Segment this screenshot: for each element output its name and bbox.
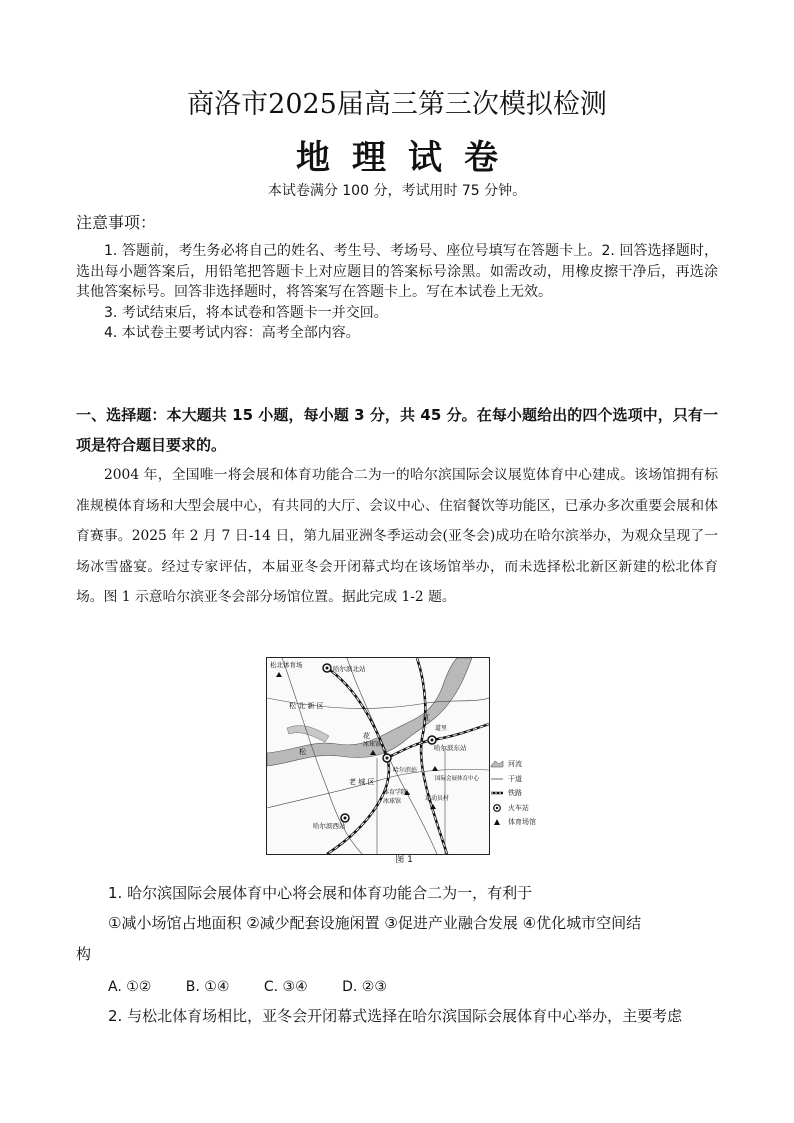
notice-item: 3. 考试结束后，将本试卷和答题卡一并交回。 — [104, 304, 388, 321]
map-label: 体育学院 — [383, 789, 408, 796]
question-1-statements-wrap: 构 — [76, 945, 92, 963]
map-label: 花 — [363, 732, 370, 740]
exam-subtitle: 本试卷满分 100 分，考试用时 75 分钟。 — [267, 183, 527, 199]
choice-d: D. ②③ — [342, 979, 387, 995]
question-1-statements: ①减小场馆占地面积 ②减少配套设施闲置 ③促进产业融合发展 ④优化城市空间结 — [108, 914, 642, 932]
venue-icon — [432, 766, 438, 771]
river-branch — [287, 726, 329, 742]
map-label: 冰球馆 — [383, 798, 402, 805]
notice-item: 4. 本试卷主要考试内容：高考全部内容。 — [104, 325, 360, 341]
legend-item: 铁路 — [490, 786, 536, 801]
map-label: 运动员村 — [425, 795, 450, 802]
station-icon — [326, 667, 329, 670]
choice-c: C. ③④ — [263, 979, 308, 995]
exam-title: 商洛市2025届高三第三次模拟检测 — [187, 89, 607, 120]
legend-item: 火车站 — [490, 801, 536, 816]
map-label: 国际会展体育中心 — [435, 776, 480, 782]
notices-list — [76, 241, 718, 344]
map-label: 哈尔滨西站 — [313, 822, 346, 830]
figure-caption: 图 1 — [395, 855, 413, 865]
legend-item: 河流 — [490, 757, 536, 772]
legend-item: 体育场馆 — [490, 815, 536, 830]
venue-icon — [490, 818, 504, 826]
notices-heading: 注意事项： — [76, 213, 157, 232]
passage-text: 2004 年，全国唯一将会展和体育功能合二为一的哈尔滨国际会议展览体育中心建成。该场馆拥有标准规模体育场和大型会展中心，有共同的大厅、会议中心、住宿餐饮等功能区，已承办多次重要会展和体育赛事。2025 年 2 月 7 日-14 日，第九届亚洲冬季运动会(亚冬会)成功在哈尔滨举办，为观众呈现了一场冰雪盛宴。经过专家评估，本届亚冬会开闭幕式均在该场馆举办，而未选择松北新区新建的松北体育场。图 1 示意哈尔滨亚冬会部分场馆位置。据此完成 1-2 题。 — [76, 467, 718, 606]
notice-item: 1. 答题前，考生务必将自己的姓名、考生号、考场号、座位号填写在答题卡上。2. 回答选择题时，选出每小题答案后，用铅笔把答题卡上对应题目的答案标号涂黑。如需改动，用橡皮擦干净后，再选涂其他答案标号。回答非选择题时，将答案写在答题卡上。写在本试卷上无效。 — [76, 243, 718, 300]
station-icon — [431, 739, 434, 742]
map-label: 江 — [423, 714, 430, 722]
venue-icon — [276, 672, 282, 677]
choice-b: B. ①④ — [185, 979, 230, 995]
map-legend — [490, 757, 536, 830]
question-1-choices — [108, 972, 417, 1002]
railway-icon — [490, 789, 504, 797]
subject-title: 地理试卷 — [296, 138, 520, 178]
choice-a: A. ①② — [108, 979, 152, 995]
map-label: 哈尔滨北站 — [333, 665, 366, 673]
legend-item: 干道 — [490, 772, 536, 787]
map-label: 道里 — [435, 725, 448, 732]
map-label: 老 城 区 — [349, 778, 375, 786]
map-label: 冰球馆 — [363, 741, 382, 748]
road-icon — [490, 775, 504, 783]
map-label: 松北体育场 — [270, 661, 303, 669]
map-figure — [266, 657, 490, 855]
question-2-stem: 2. 与松北体育场相比，亚冬会开闭幕式选择在哈尔滨国际会展体育中心举办，主要考虑 — [108, 1007, 683, 1025]
map-label: 松 — [299, 748, 306, 756]
map-svg — [267, 658, 489, 854]
question-1-stem: 1. 哈尔滨国际会展体育中心将会展和体育功能合二为一，有利于 — [108, 884, 533, 902]
station-icon — [344, 817, 347, 820]
map-label: 松 北 新 区 — [289, 702, 324, 710]
section-heading: 一、选择题：本大题共 15 小题，每小题 3 分，共 45 分。在每小题给出的四个选项中，只有一项是符合题目要求的。 — [76, 406, 718, 454]
station-icon — [490, 804, 504, 812]
map-label: 哈尔滨东站 — [434, 744, 467, 752]
map-label: 哈尔滨站 — [393, 767, 418, 774]
station-icon — [386, 757, 389, 760]
river-icon — [490, 760, 504, 768]
